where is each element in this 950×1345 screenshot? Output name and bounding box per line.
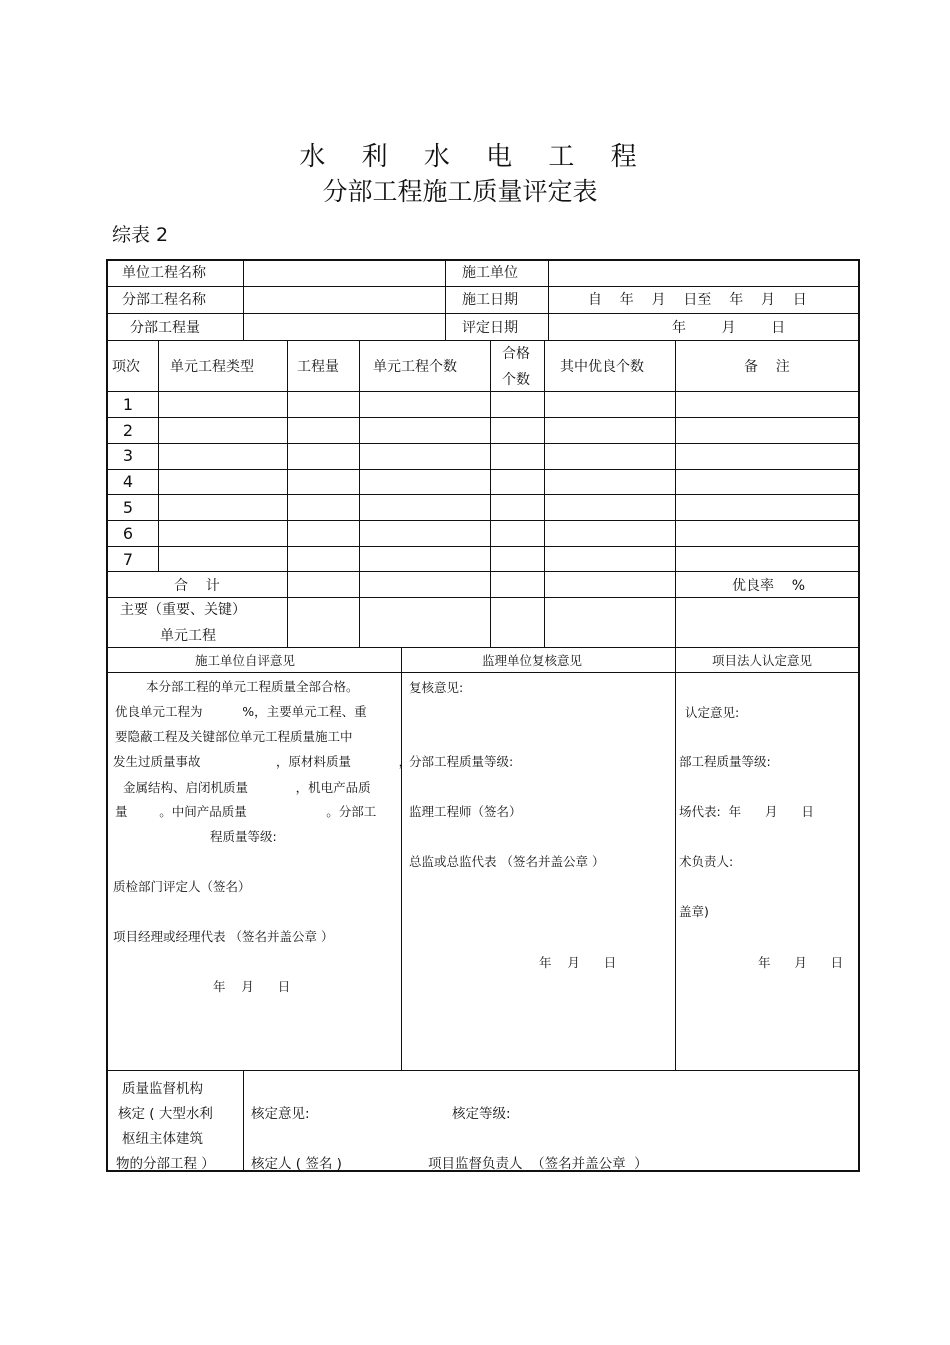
approval-grade-label: 核定等级: xyxy=(452,1106,511,1122)
division-project-name-label: 分部工程名称 xyxy=(122,292,206,308)
row-number: 4 xyxy=(122,472,134,491)
supervision-review-label: 复核意见: xyxy=(409,680,464,695)
evaluation-date-label: 评定日期 xyxy=(462,320,518,336)
owner-tech-lead-signature: 术负责人: xyxy=(679,854,734,869)
supervision-review-title: 监理单位复核意见 xyxy=(482,653,583,668)
col-excellent-count: 其中优良个数 xyxy=(560,359,644,375)
row-number: 5 xyxy=(122,498,134,517)
self-date: 年 月 日 xyxy=(213,979,291,994)
form-title-line1: 水 利 水 电 工 程 xyxy=(299,142,651,172)
approval-opinion-label: 核定意见: xyxy=(251,1106,310,1122)
self-inspector-signature: 质检部门评定人（签名） xyxy=(113,879,251,894)
owner-grade-label: 部工程质量等级: xyxy=(679,754,771,769)
main-units-label-line1: 主要（重要、关键） xyxy=(120,602,246,618)
unit-project-name-label: 单位工程名称 xyxy=(122,265,206,281)
row-number: 1 xyxy=(122,395,134,414)
row-number: 7 xyxy=(122,550,134,569)
owner-opinion-label: 认定意见: xyxy=(685,705,740,720)
self-opinion-line: 要隐蔽工程及关键部位单元工程质量施工中 xyxy=(115,729,353,744)
owner-approval-title: 项目法人认定意见 xyxy=(712,653,813,668)
form-title-line2: 分部工程施工质量评定表 xyxy=(322,177,598,206)
division-quantity-label: 分部工程量 xyxy=(130,320,200,336)
row-number: 2 xyxy=(122,421,134,440)
col-qualified: 合格 xyxy=(502,346,530,362)
owner-seal-note: 盖章) xyxy=(679,904,709,919)
row-number: 6 xyxy=(122,524,134,543)
excellent-rate-label: 优良率 % xyxy=(732,578,806,594)
agency-label-line: 核定 ( 大型水利 xyxy=(118,1106,213,1122)
col-unit-type: 单元工程类型 xyxy=(170,359,254,375)
owner-rep-signature: 场代表: 年 月 日 xyxy=(679,804,814,819)
col-qualified-count: 个数 xyxy=(502,372,530,388)
self-opinion-line: 本分部工程的单元工程质量全部合格。 xyxy=(146,679,359,694)
total-label: 合 计 xyxy=(174,578,220,594)
agency-label-line: 物的分部工程 ） xyxy=(116,1156,215,1172)
col-remarks: 备 注 xyxy=(744,359,790,375)
owner-date: 年 月 日 xyxy=(758,955,844,970)
row-number: 3 xyxy=(122,446,134,465)
construction-date-value: 自 年 月 日至 年 月 日 xyxy=(588,292,807,308)
evaluation-date-value: 年 月 日 xyxy=(672,320,786,336)
approver-signature: 核定人 ( 签名 ) xyxy=(251,1156,342,1172)
supervision-chief-signature: 总监或总监代表 （签名并盖公章 ） xyxy=(409,854,605,869)
supervision-engineer-signature: 监理工程师（签名） xyxy=(409,804,522,819)
self-opinion-line: 发生过质量事故 ，原材料质量 ， xyxy=(113,754,412,769)
self-manager-signature: 项目经理或经理代表 （签名并盖公章 ） xyxy=(113,929,334,944)
agency-label-line: 枢纽主体建筑 xyxy=(122,1131,203,1147)
self-opinion-line: 程质量等级: xyxy=(210,829,277,844)
col-unit-count: 单元工程个数 xyxy=(373,359,457,375)
self-evaluation-title: 施工单位自评意见 xyxy=(195,653,296,668)
col-quantity: 工程量 xyxy=(297,359,339,375)
self-opinion-line: 金属结构、启闭机质量 ，机电产品质 xyxy=(123,780,371,795)
project-supervisor-signature: 项目监督负责人 （签名并盖公章 ） xyxy=(428,1156,648,1172)
construction-date-label: 施工日期 xyxy=(462,292,518,308)
col-item-no: 项次 xyxy=(112,359,140,375)
self-opinion-line: 优良单元工程为 %，主要单元工程、重 xyxy=(115,704,367,719)
form-code: 综表 2 xyxy=(112,224,169,246)
main-units-label-line2: 单元工程 xyxy=(160,628,216,644)
agency-label-line: 质量监督机构 xyxy=(122,1081,203,1097)
supervision-grade-label: 分部工程质量等级: xyxy=(409,754,514,769)
supervision-date: 年 月 日 xyxy=(539,955,617,970)
construction-unit-label: 施工单位 xyxy=(462,265,518,281)
self-opinion-line: 量 。中间产品质量 。分部工 xyxy=(115,804,377,819)
